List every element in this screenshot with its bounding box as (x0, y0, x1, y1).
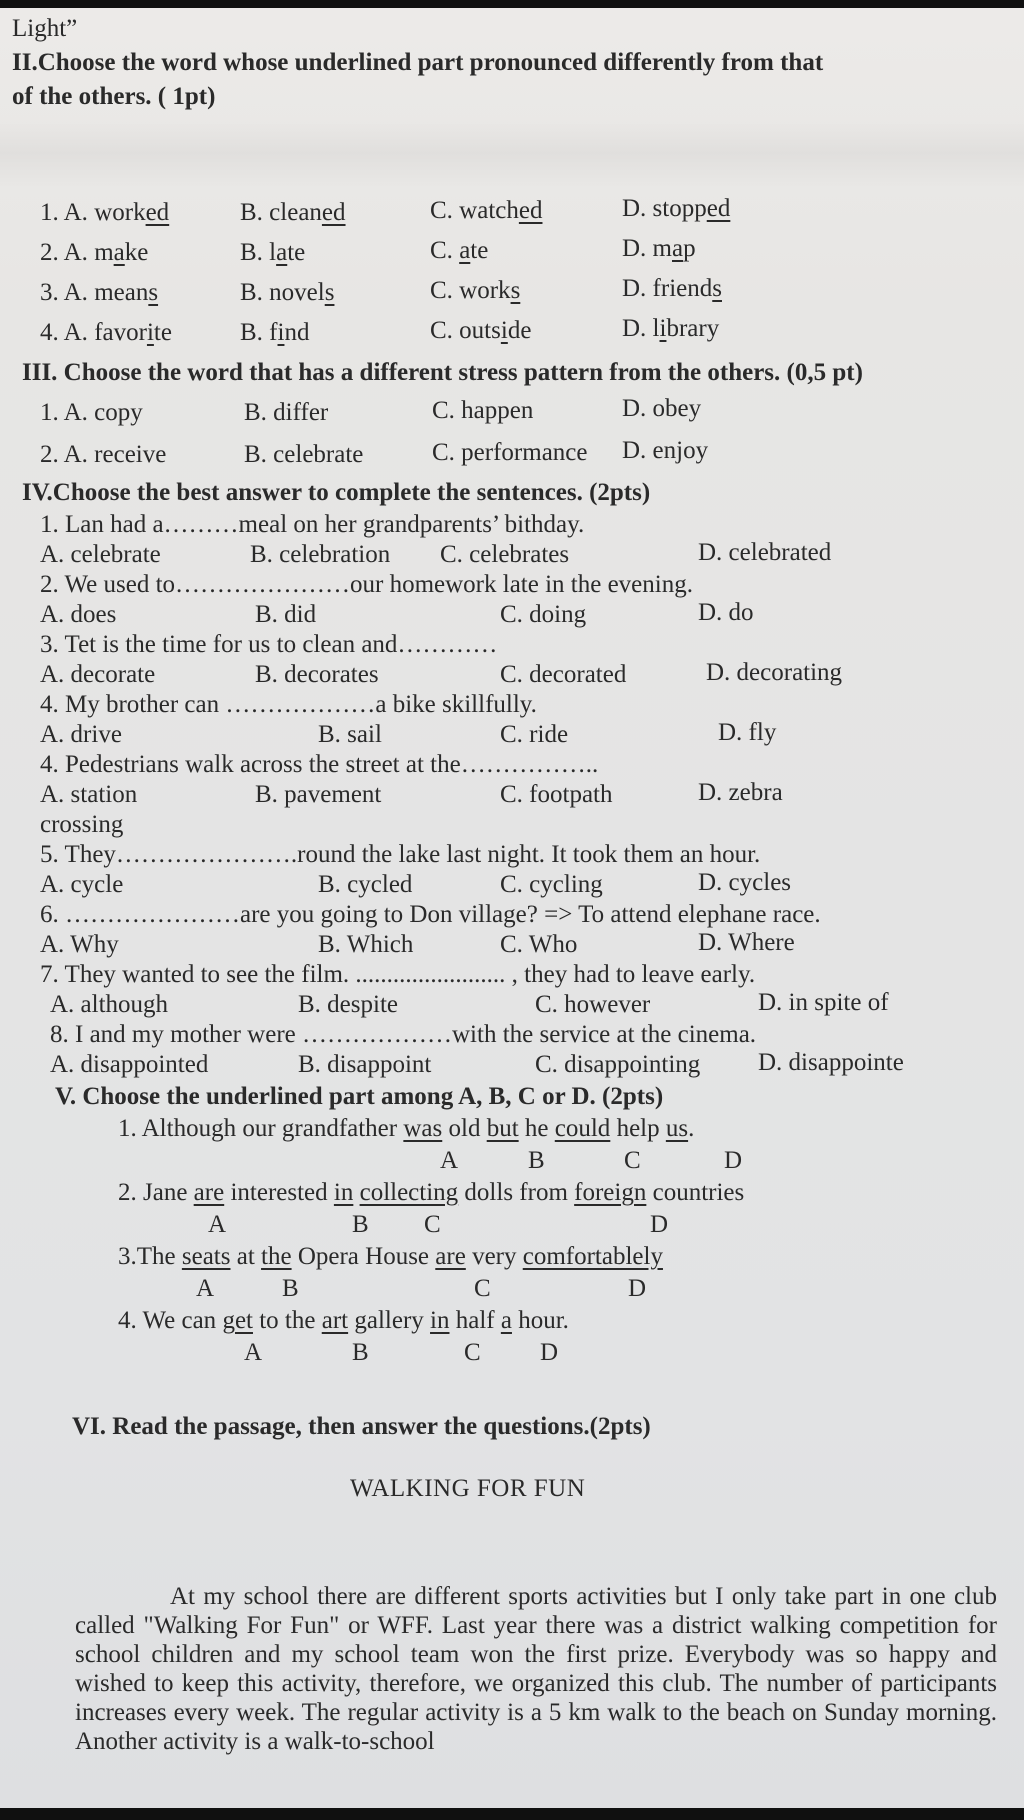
s4-q8-a: A. although (50, 991, 169, 1018)
exam-paper (0, 8, 1024, 1808)
s4-q5-stem: 4. Pedestrians walk across the street at the…………….. (40, 751, 599, 778)
s2-item2-b: B. late (240, 239, 306, 266)
s4-q9-d: D. disappointe (758, 1049, 904, 1076)
s4-q5-d: D. zebra (698, 779, 783, 806)
s5-s1-letter-d: D (724, 1147, 743, 1174)
s4-q6-c: C. cycling (500, 871, 603, 898)
s2-item3-b: B. novels (240, 279, 335, 306)
s5-s1-letter-c: C (624, 1147, 641, 1174)
s2-item4-b: B. find (240, 319, 310, 346)
s4-q4-stem: 4. My brother can ………………a bike skillfully. (40, 691, 537, 718)
passage-body (75, 1582, 997, 1756)
s4-q6-d: D. cycles (698, 869, 792, 896)
s5-s3-letter-c: C (474, 1275, 491, 1302)
s5-s4-letter-a: A (244, 1339, 263, 1366)
s4-q3-b: B. decorates (255, 661, 379, 688)
s5-sentence2: 2. Jane are interested in collecting dolls from foreign countries (118, 1179, 745, 1206)
s5-s3-letter-a: A (196, 1275, 215, 1302)
s4-q7-a: A. Why (40, 931, 119, 958)
s5-s4-letter-c: C (464, 1339, 481, 1366)
s3-item2-c: C. performance (432, 439, 588, 466)
s3-item2-b: B. celebrate (244, 441, 364, 468)
s5-s2-letter-d: D (650, 1211, 669, 1238)
s5-sentence3: 3.The seats at the Opera House are very comfortablely (118, 1243, 663, 1270)
s4-q6-a: A. cycle (40, 871, 124, 898)
s4-q3-d: D. decorating (706, 659, 843, 686)
s4-q8-d: D. in spite of (758, 989, 889, 1016)
s4-q6-b: B. cycled (318, 871, 413, 898)
s4-q8-stem: 7. They wanted to see the film. ........................ , they had to leave early. (40, 961, 756, 988)
s2-item3-a: 3. A. means (40, 279, 159, 306)
s4-q1-a: A. celebrate (40, 541, 161, 568)
s3-item1-b: B. differ (244, 399, 329, 426)
s4-q4-b: B. sail (318, 721, 382, 748)
section4-heading: IV.Choose the best answer to complete the sentences. (2pts) (22, 479, 651, 506)
s2-item1-a: 1. A. worked (40, 199, 170, 226)
s4-q3-stem: 3. Tet is the time for us to clean and………… (40, 631, 498, 658)
s2-item4-d: D. library (622, 315, 720, 342)
s4-q7-d: D. Where (698, 929, 795, 956)
s4-q1-c: C. celebrates (440, 541, 570, 568)
s3-item2-d: D. enjoy (622, 437, 709, 464)
s5-s3-letter-d: D (628, 1275, 647, 1302)
s4-q9-b: B. disappoint (298, 1051, 432, 1078)
s5-s2-letter-a: A (208, 1211, 227, 1238)
s4-q5-c: C. footpath (500, 781, 613, 808)
s3-item1-d: D. obey (622, 395, 702, 422)
s5-sentence4: 4. We can get to the art gallery in half a hour. (118, 1307, 569, 1334)
top-fragment: Light” (12, 15, 78, 42)
s2-item1-d: D. stopped (622, 195, 731, 222)
s4-q2-c: C. doing (500, 601, 587, 628)
fold-shadow (0, 118, 1024, 188)
s3-item1-a: 1. A. copy (40, 399, 143, 426)
s4-q2-d: D. do (698, 599, 754, 626)
section6-heading: VI. Read the passage, then answer the questions.(2pts) (72, 1413, 651, 1440)
s3-item1-c: C. happen (432, 397, 534, 424)
s4-q3-c: C. decorated (500, 661, 627, 688)
s4-q7-c: C. Who (500, 931, 578, 958)
s3-item2-a: 2. A. receive (40, 441, 167, 468)
s5-sentence1: 1. Although our grandfather was old but he could help us. (118, 1115, 695, 1142)
s4-q5-b: B. pavement (255, 781, 382, 808)
s4-q7-b: B. Which (318, 931, 414, 958)
s4-q8-b: B. despite (298, 991, 398, 1018)
s2-item3-c: C. works (430, 277, 521, 304)
s5-s2-letter-c: C (424, 1211, 441, 1238)
s4-q1-d: D. celebrated (698, 539, 832, 566)
s4-q4-a: A. drive (40, 721, 122, 748)
s5-s1-letter-b: B (528, 1147, 545, 1174)
section5-heading: V. Choose the underlined part among A, B, C or D. (2pts) (55, 1083, 664, 1110)
s5-s4-letter-d: D (540, 1339, 559, 1366)
section2-heading-line2: of the others. ( 1pt) (12, 83, 216, 110)
s2-item4-c: C. outside (430, 317, 532, 344)
s4-q6-stem: 5. They………………….round the lake last night. It took them an hour. (40, 841, 761, 868)
s2-item4-a: 4. A. favorite (40, 319, 172, 346)
s2-item1-b: B. cleaned (240, 199, 346, 226)
s4-q1-b: B. celebration (250, 541, 391, 568)
s4-q9-stem: 8. I and my mother were ………………with the service at the cinema. (50, 1021, 757, 1048)
s4-q2-b: B. did (255, 601, 317, 628)
s5-s3-letter-b: B (282, 1275, 299, 1302)
s4-q8-c: C. however (535, 991, 651, 1018)
s4-q2-stem: 2. We used to…………………our homework late in the evening. (40, 571, 693, 598)
s4-q5-a-cont: crossing (40, 811, 124, 838)
s2-item3-d: D. friends (622, 275, 722, 302)
s4-q7-stem: 6. …………………are you going to Don village? => To attend elephane race. (40, 901, 821, 928)
s4-q9-c: C. disappointing (535, 1051, 701, 1078)
s2-item2-d: D. map (622, 235, 696, 262)
s5-s4-letter-b: B (352, 1339, 369, 1366)
passage-text: At my school there are different sports activities but I only take part in one club called "Walking For Fun" or WFF. Last year there was a district walking competition for school children and my school team won the first prize. Everybody was so happy and wished to keep this activity, therefore, we organized this club. The number of participants increases every week. The regular activity is a 5 km walk to the beach on Sunday morning. Another activity is a walk-to-school (75, 1583, 997, 1755)
s4-q1-stem: 1. Lan had a………meal on her grandparents’ bithday. (40, 511, 585, 538)
s4-q5-a: A. station (40, 781, 138, 808)
passage-title: WALKING FOR FUN (350, 1475, 586, 1502)
section2-heading-line1: II.Choose the word whose underlined part pronounced differently from that (12, 49, 824, 76)
s2-item2-a: 2. A. make (40, 239, 149, 266)
s4-q4-c: C. ride (500, 721, 569, 748)
s4-q9-a: A. disappointed (50, 1051, 209, 1078)
s2-item2-c: C. ate (430, 237, 489, 264)
s4-q2-a: A. does (40, 601, 117, 628)
s5-s1-letter-a: A (440, 1147, 459, 1174)
section3-heading: III. Choose the word that has a different stress pattern from the others. (0,5 pt) (22, 359, 863, 386)
s4-q4-d: D. fly (718, 719, 777, 746)
s2-item1-c: C. watched (430, 197, 543, 224)
s5-s2-letter-b: B (352, 1211, 369, 1238)
s4-q3-a: A. decorate (40, 661, 156, 688)
